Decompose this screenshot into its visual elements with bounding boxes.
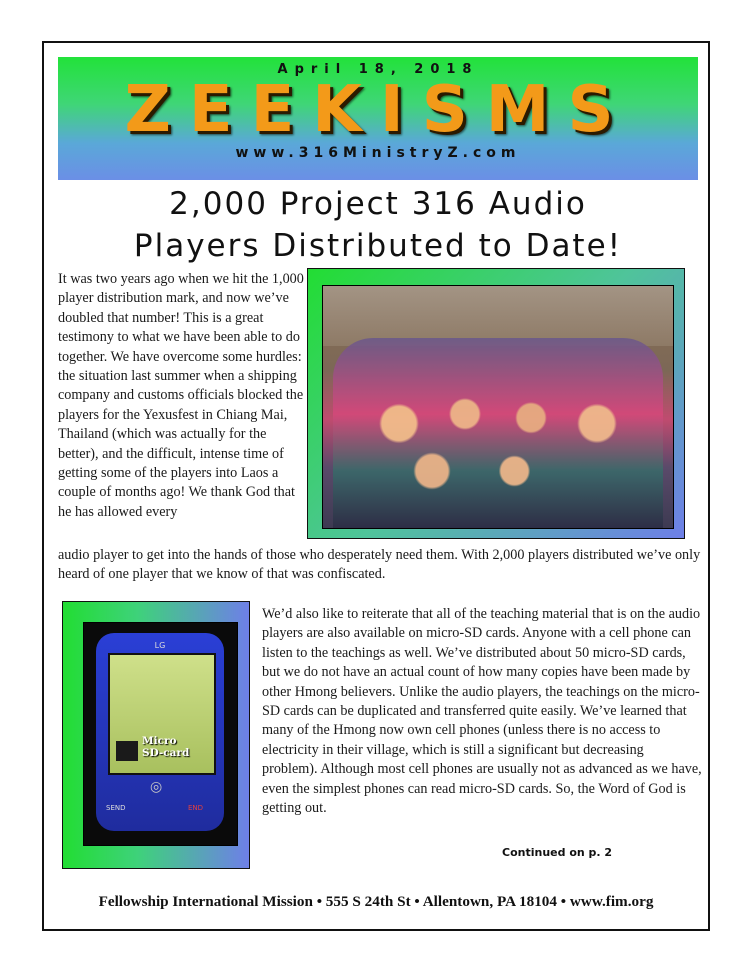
group-photo [322, 285, 674, 529]
phone-photo [83, 622, 238, 846]
phone-keys [102, 801, 218, 817]
phone-logo-icon: ◎ [150, 780, 163, 795]
article-paragraph-1-continued: audio player to get into the hands of those who desperately need them. With 2,000 players distributed we’ve only heard of one player that we know of that was confiscated. [58, 547, 701, 583]
footer-address: Fellowship International Mission • 555 S 24th St • Allentown, PA 18104 • www.fim.org [98, 893, 654, 910]
continued-note: Continued on p. 2 [502, 846, 613, 859]
article-headline [58, 183, 698, 267]
article-paragraph-2: We’d also like to reiterate that all of the teaching material that is on the audio players are also available on micro-SD cards. Anyone with a cell phone can listen to the teachings as well. We’ve distributed about 50 micro-SD cards, but we do not have an actual count of how many copies have been made by other Hmong believers. Unlike the audio players, the teachings on the micro-SD cards can be duplicated and transferred quite easily. We’ve learned that many of the Hmong now own cell phones (unless there is no access to electricity in their village, which is still a significant but decreasing problem). Although most cell phones are usually not as advanced as we have, even the simplest phones can read micro-SD cards. So, the Word of God is getting out. [262, 606, 702, 817]
group-photo-frame [307, 268, 685, 539]
sd-card-icon [116, 741, 138, 761]
masthead-url: www.316MinistryZ.com [235, 145, 521, 161]
article-paragraph-1: It was two years ago when we hit the 1,000 player distribution mark, and now we’ve doubled that number! This is a great testimony to what we have been able to do together. We have overcome some hurdles: the situation last summer when a shipping company and customs officials blocked the players for the Yexusfest in Chiang Mai, Thailand (which was actually for the better), and the difficult, intense time of getting some of the players into Laos a couple of months ago! We thank God that he has allowed every [58, 271, 304, 520]
issue-date: April 18, 2018 [277, 62, 479, 77]
phone-photo-frame [62, 601, 250, 869]
send-key-label: SEND [106, 804, 126, 812]
end-key-label: END [188, 804, 204, 812]
phone-body [96, 633, 224, 831]
masthead-banner [58, 57, 698, 180]
phone-brand: LG [154, 641, 166, 650]
phone-screen [108, 653, 216, 775]
headline-line-1: 2,000 Project 316 Audio [169, 186, 587, 222]
sd-card-label: Micro SD-card [142, 735, 190, 759]
masthead-title: ZEEKISMS [124, 73, 632, 147]
group-photo-people [333, 338, 663, 528]
headline-line-2: Players Distributed to Date! [133, 228, 623, 264]
